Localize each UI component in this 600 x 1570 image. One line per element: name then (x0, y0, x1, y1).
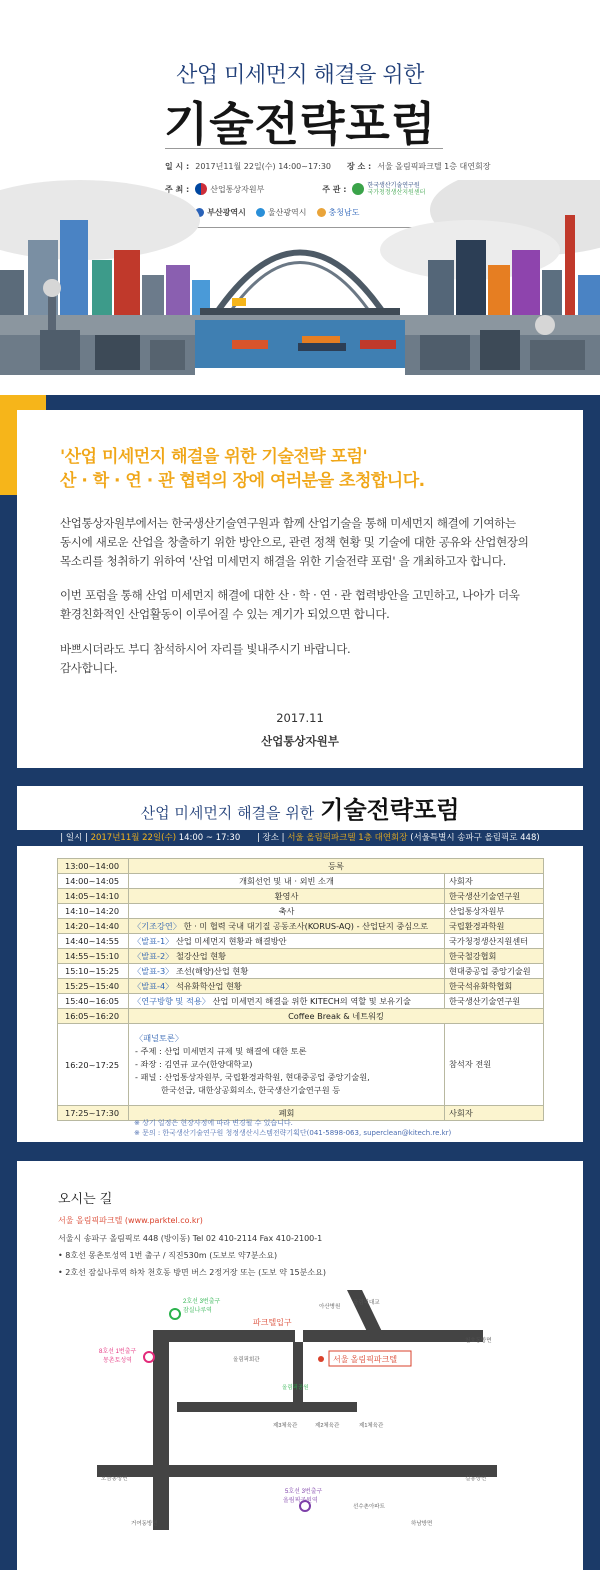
row-time: 15:25~15:40 (58, 979, 129, 994)
map-label: 제1체육관 (359, 1423, 384, 1429)
row-program (129, 979, 445, 994)
venue-label: 서울 올림픽파크텔 (333, 1355, 398, 1364)
schedule-info-bar (17, 830, 583, 846)
paragraph-line: 동시에 새로운 산업을 창출하기 위한 방안으로, 관련 정책 현황 및 기술에 대한 공유와 산업현장의 (60, 535, 529, 549)
hero-title: 기술전략포럼 (163, 97, 437, 151)
location-map (57, 1290, 544, 1545)
map-label: 제2체육관 (315, 1423, 340, 1429)
row-text: 석유화학산업 현황 (175, 980, 242, 991)
row-time: 14:40~14:55 (58, 934, 129, 949)
schedule-row (58, 859, 544, 874)
row-speaker: 산업통상자원부 (445, 904, 544, 919)
schedule-row (58, 904, 544, 919)
row-text: 등록 (328, 860, 344, 871)
directions-title: 오시는 길 (58, 1192, 113, 1207)
venue-value: 서울 올림픽파크텔 1층 대연회장 (377, 161, 491, 171)
row-tag: 〈연구방향 및 적용〉 (133, 995, 210, 1006)
sponsor-chungnam: 충청남도 (328, 207, 360, 217)
schedule-row (58, 874, 544, 889)
schedule-note-1: ※ 상기 일정은 현장사정에 따라 변경될 수 있습니다. (134, 1119, 293, 1127)
row-speaker: 참석자 전원 (445, 1024, 544, 1106)
panel-line: - 패널 : 산업통상자원부, 국립환경과학원, 현대중공업 중앙기술원, (135, 1072, 370, 1082)
row-time: 16:20~17:25 (58, 1024, 129, 1106)
row-program: 폐회 (129, 1106, 445, 1121)
row-program (129, 949, 445, 964)
venue-marker-icon (318, 1356, 324, 1362)
row-tag: 〈발표-1〉 (133, 935, 174, 946)
invitation-paragraph-1 (60, 514, 538, 571)
map-label: 5호선 3번출구 (285, 1489, 323, 1495)
schedule-row (58, 934, 544, 949)
schedule-title (0, 790, 600, 825)
schedule-row (58, 919, 544, 934)
entrance-label: 파크텔입구 (253, 1318, 292, 1327)
schedule-row (58, 964, 544, 979)
organizer-name-1: 한국생산기술연구원 (367, 182, 420, 189)
paragraph-line: 바쁘시더라도 부디 참석하시어 자리를 빛내주시기 바랍니다. (60, 642, 351, 656)
map-label: 하남방면 (411, 1521, 433, 1527)
row-time: 15:10~15:25 (58, 964, 129, 979)
row-program (129, 859, 544, 874)
date-label: 일 시 : (165, 161, 190, 171)
venue-label: 장 소 : (347, 161, 372, 171)
row-program (129, 904, 445, 919)
hero-subtitle: 산업 미세먼지 해결을 위한 (176, 63, 424, 88)
schedule-row (58, 994, 544, 1009)
schedule-title-small: 산업 미세먼지 해결을 위한 (140, 804, 315, 822)
row-time: 14:20~14:40 (58, 919, 129, 934)
row-program (129, 919, 445, 934)
row-speaker: 한국철강협회 (445, 949, 544, 964)
station-jamsilnaru-icon (170, 1309, 180, 1319)
sponsor-busan: 부산광역시 (207, 207, 246, 217)
schedule-note-2: ※ 문의 : 한국생산기술연구원 청정생산시스템전략기획단(041-5898-063, superclean@kitech.re.kr) (134, 1129, 452, 1137)
row-program (129, 1009, 544, 1024)
station-mongchon-icon (144, 1352, 154, 1362)
row-text: 환영사 (274, 890, 299, 901)
map-label: 올림픽공원 (282, 1385, 309, 1391)
row-text: 산업 미세먼지 해결을 위한 KITECH의 역할 및 보유기술 (212, 995, 411, 1006)
row-text: 산업 미세먼지 현황과 해결방안 (175, 935, 287, 946)
row-text: 개회선언 및 내 · 외빈 소개 (239, 875, 334, 886)
venue-website-link[interactable]: 서울 올림픽파크텔 (www.parktel.co.kr) (58, 1216, 203, 1225)
row-speaker: 국립환경과학원 (445, 919, 544, 934)
map-label: 아산병원 (319, 1304, 341, 1310)
row-time: 14:05~14:10 (58, 889, 129, 904)
row-tag: 〈패널토론〉 (135, 1033, 184, 1043)
map-label: 올림픽공원역 (283, 1498, 318, 1504)
schedule-title-big: 기술전략포럼 (320, 796, 460, 824)
row-tag: 〈발표-2〉 (133, 950, 174, 961)
map-label: 천호동방면 (465, 1338, 492, 1344)
row-speaker: 국가청정생산지원센터 (445, 934, 544, 949)
map-label: 거여동방면 (131, 1521, 158, 1527)
invitation-date: 2017.11 (276, 711, 324, 725)
venue-address: 서울시 송파구 올림픽로 448 (방이동) Tel 02 410-2114 Fax 410-2100-1 (58, 1234, 323, 1243)
panel-line: 한국선급, 대한상공회의소, 한국생산기술연구원 등 (135, 1085, 341, 1095)
row-speaker: 현대중공업 중앙기술원 (445, 964, 544, 979)
bar-date-label: | 일시 | (60, 833, 88, 843)
row-time: 14:00~14:05 (58, 874, 129, 889)
invitation-heading-2: 산 · 학 · 연 · 관 협력의 장에 여러분을 초청합니다. (60, 471, 425, 491)
row-time: 15:40~16:05 (58, 994, 129, 1009)
paragraph-line: 산업통상자원부에서는 한국생산기술연구원과 함께 산업기술을 통해 미세먼지 해결에 기여하는 (60, 516, 516, 530)
invitation-paragraph-3 (60, 640, 538, 678)
row-program (129, 964, 445, 979)
paragraph-line: 이번 포럼을 통해 산업 미세먼지 해결에 대한 산 · 학 · 연 · 관 협력방안을 고민하고, 나아가 더욱 (60, 588, 520, 602)
row-text: 철강산업 현황 (175, 950, 227, 961)
invitation-paragraph-2 (60, 586, 538, 624)
map-label: 올림픽대교 (353, 1300, 380, 1306)
map-label: 2호선 3번출구 (183, 1299, 221, 1305)
paragraph-line: 감사합니다. (60, 661, 118, 675)
row-text: Coffee Break & 네트워킹 (288, 1010, 384, 1021)
row-speaker: 사회자 (445, 874, 544, 889)
date-value: 2017년11월 22일(수) 14:00~17:30 (195, 161, 332, 171)
schedule-table (57, 858, 544, 1121)
paragraph-line: 환경친화적인 산업활동이 이루어질 수 있는 계기가 되었으면 합니다. (60, 607, 390, 621)
row-time: 16:05~16:20 (58, 1009, 129, 1024)
bar-date: 2017년11월 22일(수) (90, 833, 177, 843)
row-program (129, 874, 445, 889)
schedule-row-close (58, 1106, 544, 1121)
bar-address: (서울특별시 송파구 올림픽로 448) (410, 833, 540, 843)
paragraph-line: 목소리를 청취하기 위하여 '산업 미세먼지 해결을 위한 기술전략 포럼' 을 개최하고자 합니다. (60, 554, 506, 568)
row-speaker: 한국생산기술연구원 (445, 889, 544, 904)
schedule-row (58, 949, 544, 964)
host-label: 주 최 : (165, 184, 190, 194)
row-speaker: 한국석유화학협회 (445, 979, 544, 994)
route-subway-8: • 8호선 몽촌토성역 1번 출구 / 직진530m (도보로 약7분소요) (58, 1251, 278, 1260)
bar-venue: 서울 올림픽파크텔 1층 대연회장 (287, 833, 408, 843)
panel-line: - 좌장 : 김연규 교수(한양대학교) (135, 1059, 253, 1069)
organizer-name-2: 국가청정생산지원센터 (367, 189, 426, 196)
map-label: 올림픽회관 (233, 1357, 260, 1363)
invitation-signer: 산업통상자원부 (261, 734, 339, 748)
row-time: 14:55~15:10 (58, 949, 129, 964)
row-program (129, 889, 445, 904)
map-label: 몽촌토성역 (103, 1358, 132, 1364)
row-text: 한 · 미 협력 국내 대기질 공동조사(KORUS-AQ) - 산업단지 중심으로 (183, 920, 429, 931)
map-label: 제3체육관 (273, 1423, 298, 1429)
map-label: 오금동방면 (101, 1476, 128, 1482)
row-program (129, 994, 445, 1009)
schedule-row-panel (58, 1024, 544, 1106)
map-label: 잠실나루역 (183, 1308, 212, 1314)
map-label: 길동방면 (465, 1476, 487, 1482)
row-program (129, 1024, 445, 1106)
map-label: 8호선 1번출구 (99, 1349, 137, 1355)
schedule-row (58, 1009, 544, 1024)
row-speaker: 사회자 (445, 1106, 544, 1121)
date-venue-row (165, 155, 491, 177)
row-time: 13:00~14:00 (58, 859, 129, 874)
invitation-heading-1: '산업 미세먼지 해결을 위한 기술전략 포럼' (60, 447, 368, 467)
bar-time: 14:00 ~ 17:30 (178, 833, 241, 843)
row-time: 17:25~17:30 (58, 1106, 129, 1121)
route-subway-2: • 2호선 잠실나루역 하차 천호동 방면 버스 2정거장 또는 (도보 약 15분소요) (58, 1268, 326, 1277)
row-text: 축사 (278, 905, 295, 916)
row-tag: 〈발표-4〉 (133, 980, 174, 991)
row-speaker: 한국생산기술연구원 (445, 994, 544, 1009)
row-tag: 〈발표-3〉 (133, 965, 174, 976)
row-tag: 〈기조강연〉 (133, 920, 182, 931)
schedule-row (58, 979, 544, 994)
row-program (129, 934, 445, 949)
panel-line: - 주제 : 산업 미세먼지 규제 및 해결에 대한 토론 (135, 1046, 307, 1056)
industrial-city-illustration (0, 180, 600, 395)
organizer-label: 주 관 : (322, 184, 347, 194)
map-label: 선수촌아파트 (353, 1504, 385, 1510)
host-value: 산업통상자원부 (210, 184, 265, 194)
schedule-row (58, 889, 544, 904)
row-text: 조선(해양)산업 현황 (175, 965, 249, 976)
bar-venue-label: | 장소 | (256, 833, 285, 843)
row-time: 14:10~14:20 (58, 904, 129, 919)
sponsor-ulsan: 울산광역시 (267, 207, 307, 217)
